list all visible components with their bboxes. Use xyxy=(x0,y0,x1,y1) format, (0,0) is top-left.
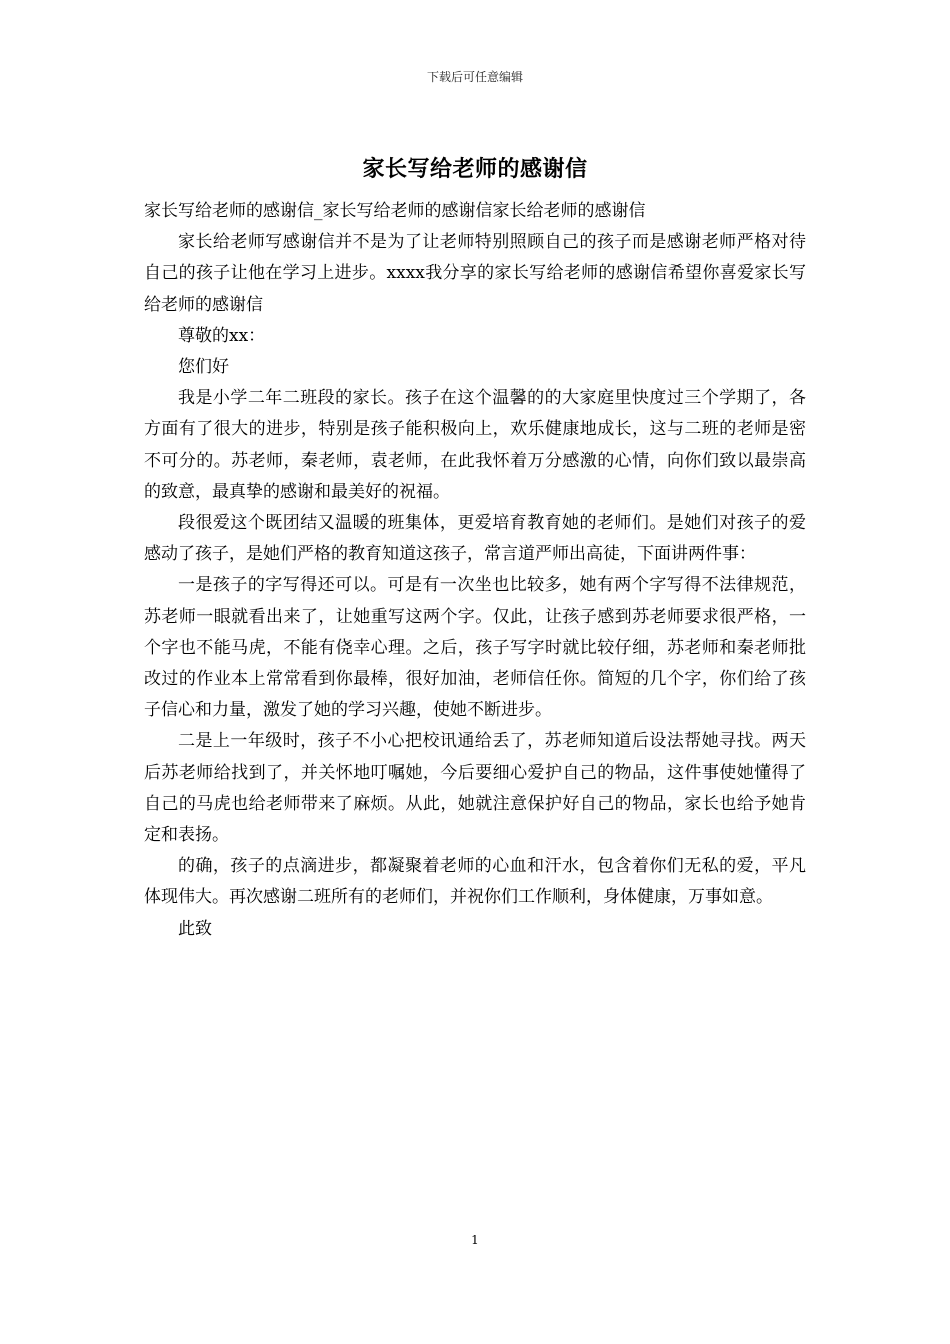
document-body xyxy=(144,196,806,945)
body-paragraph: 段很爱这个既团结又温暖的班集体，更爱培育教育她的老师们。是她们对孩子的爱感动了孩子，是她们严格的教育知道这孩子，常言道严师出高徒，下面讲两件事： xyxy=(144,513,806,565)
body-paragraph: 一是孩子的字写得还可以。可是有一次坐也比较多，她有两个字写得不法律规范，苏老师一眼就看出来了，让她重写这两个字。仅此，让孩子感到苏老师要求很严格，一个字也不能马虎，不能有侥幸心理。之后，孩子写字时就比较仔细，苏老师和秦老师批改过的作业本上常常看到你最棒，很好加油，老师信任你。简短的几个字，你们给了孩子信心和力量，激发了她的学习兴趣，使她不断进步。 xyxy=(144,575,806,721)
document-title: 家长写给老师的感谢信 xyxy=(362,156,588,182)
greeting: 您们好 xyxy=(178,357,229,378)
intro-paragraph: 家长给老师写感谢信并不是为了让老师特别照顾自己的孩子而是感谢老师严格对待自己的孩子让他在学习上进步。xxxx我分享的家长写给老师的感谢信希望你喜爱家长写给老师的感谢信 xyxy=(144,232,806,315)
body-paragraph: 的确，孩子的点滴进步，都凝聚着老师的心血和汗水，包含着你们无私的爱，平凡体现伟大。再次感谢二班所有的老师们，并祝你们工作顺利，身体健康，万事如意。 xyxy=(144,856,806,908)
salutation: 尊敬的xx： xyxy=(178,325,266,346)
page-number: 1 xyxy=(471,1233,479,1247)
body-paragraph: 我是小学二年二班段的家长。孩子在这个温馨的的大家庭里快度过三个学期了，各方面有了很大的进步，特别是孩子能积极向上，欢乐健康地成长，这与二班的老师是密不可分的。苏老师，秦老师，袁老师，在此我怀着万分感激的心情，向你们致以最崇高的致意，最真挚的感谢和最美好的祝福。 xyxy=(144,388,806,502)
subtitle-paragraph: 家长写给老师的感谢信_家长写给老师的感谢信家长给老师的感谢信 xyxy=(144,201,646,221)
header-note: 下载后可任意编辑 xyxy=(426,70,523,84)
closing: 此致 xyxy=(178,918,212,939)
body-paragraph: 二是上一年级时，孩子不小心把校讯通给丢了，苏老师知道后设法帮她寻找。两天后苏老师给找到了，并关怀地叮嘱她，今后要细心爱护自己的物品，这件事使她懂得了自己的马虎也给老师带来了麻烦。从此，她就注意保护好自己的物品，家长也给予她肯定和表扬。 xyxy=(144,731,806,846)
